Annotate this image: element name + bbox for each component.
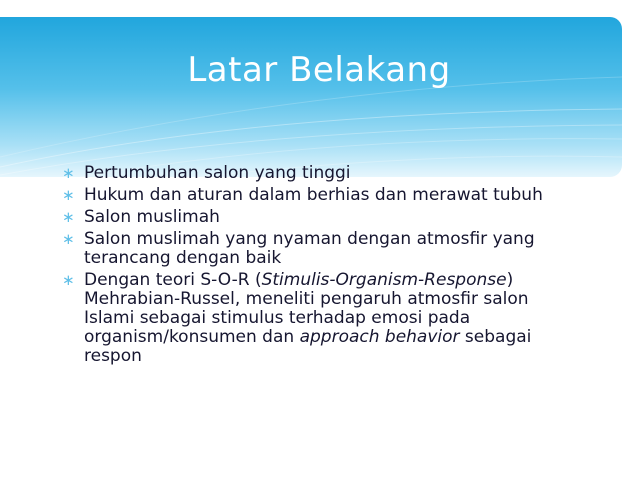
bullet-list [62, 164, 582, 369]
bullet-marker-icon: ∗ [62, 164, 75, 182]
bullet-text-part: ) Mehrabian-Russel, meneliti pengaruh atmosfir salon Islami sebagai stimulus terhadap emosi pada organism/konsumen dan [84, 270, 529, 347]
bullet-item [62, 208, 582, 227]
slide-title: Latar Belakang [187, 50, 451, 90]
bullet-marker-icon: ∗ [62, 230, 75, 248]
bullet-italic-term: approach behavior [299, 327, 460, 347]
bullet-marker-icon: ∗ [62, 208, 75, 226]
title-banner [0, 17, 622, 177]
bullet-item [62, 271, 582, 366]
bullet-text-part: sebagai respon [84, 327, 532, 366]
bullet-text: Pertumbuhan salon yang tinggi [84, 163, 351, 183]
banner-wave-lines [0, 17, 622, 177]
bullet-marker-icon: ∗ [62, 271, 75, 289]
bullet-text-part: Dengan teori S-O-R ( [84, 270, 262, 290]
bullet-item [62, 186, 582, 205]
bullet-text: Hukum dan aturan dalam berhias dan merawat tubuh [84, 185, 543, 205]
bullet-italic-term: Stimulis-Organism-Response [261, 270, 507, 290]
bullet-text: Salon muslimah yang nyaman dengan atmosfir yang terancang dengan baik [84, 229, 535, 268]
bullet-text: Salon muslimah [84, 207, 220, 227]
bullet-item [62, 230, 582, 268]
bullet-marker-icon: ∗ [62, 186, 75, 204]
bullet-item [62, 164, 582, 183]
